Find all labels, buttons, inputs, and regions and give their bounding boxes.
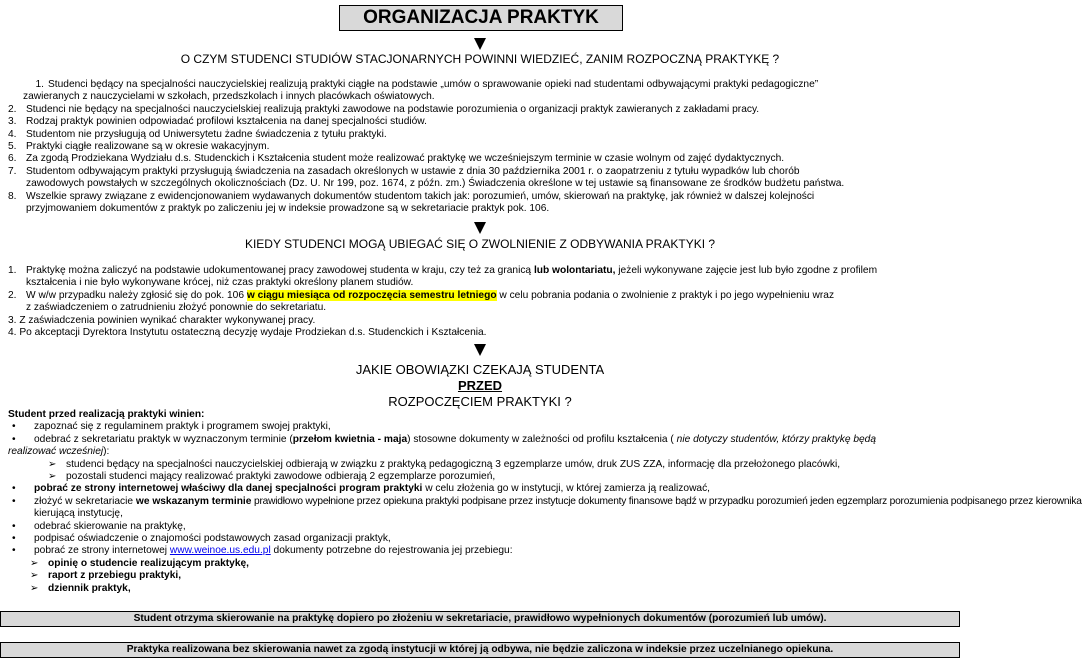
section-heading-exemption: KIEDY STUDENCI MOGĄ UBIEGAĆ SIĘ O ZWOLNIENIE Z ODBYWANIA PRAKTYKI ? [244,237,716,251]
list-item: • odebrać z sekretariatu praktyk w wyznaczonym terminie (przełom kwietnia - maja) stosowne dokumenty w zależności od profilu kształcenia ( nie dotyczy studentów, którzy praktykę będą [8,434,952,446]
list-item: 5. Praktyki ciągłe realizowane są w okresie wakacyjnym. [8,141,270,153]
arrow-right-icon: ➢ [30,570,39,582]
list-item: 4. Po akceptacji Dyrektora Instytutu ostateczną decyzję wydaje Prodziekan d.s. Studenckich i Kształcenia. [8,327,487,339]
bullet-icon: • [12,483,16,495]
list-item-cont: kierującą instytucję, [34,508,123,520]
list-item-cont: realizować wcześniej): [8,446,110,458]
sub-list-item: ➢ pozostali studenci mający realizować praktyki zawodowe odbierają 2 egzemplarze porozumień, [48,471,496,483]
list-item: 1. Praktykę można zaliczyć na podstawie udokumentowanej pracy zawodowej studenta w kraju, czy też za granicą lub wolontariatu, jeżeli wykonywane zajęcie jest lub było zgodne z profilem [8,265,878,276]
arrow-down-icon [474,38,486,50]
list-item: 7. Studentom odbywającym praktyki przysługują świadczenia na zasadach określonych w ustawie z dnia 30 października 2001 r. o zaopatrzeniu z tytułu wypadków lub chorób [8,165,800,177]
list-item-cont: zawieranych z nauczycielami w szkołach, przedszkolach i innych placówkach oświatowych. [23,91,435,103]
bullet-icon: • [12,520,16,532]
list-item: 2. Studenci nie będący na specjalności nauczycielskiej realizują praktyki zawodowe na podstawie porozumienia o organizacji praktyk zawieranych z zakładami pracy. [8,103,760,115]
list-item: 3. Z zaświadczenia powinien wynikać charakter wykonywanej pracy. [8,314,316,326]
list-item: • zapoznać się z regulaminem praktyk i programem swojej praktyki, [8,421,952,433]
list-item: 6. Za zgodą Prodziekana Wydziału d.s. Studenckich i Kształcenia student może realizować praktykę we wcześniejszym terminie w czasie wolnym od zajęć dydaktycznych. [8,153,785,165]
sub-list-item: ➢ studenci będący na specjalności nauczycielskiej odbierają w związku z praktyką pedagogiczną 3 egzemplarze umów, druk ZUS ZZA, informację dla przełożonego placówki, [48,458,841,470]
list-item-cont: zawodowych powstałych w szczególnych okolicznościach (Dz. U. Nr 199, poz. 1674, z późn. zm.) Świadczenia określone w tej ustawie są finansowane ze środków budżetu państwa. [26,178,845,190]
list-item: 8. Wszelkie sprawy związane z ewidencjonowaniem wydawanych dokumentów studentom takich jak: porozumień, umów, skierowań na praktykę, jak również w dalszej kolejności [8,190,815,202]
list-item: 4. Studentom nie przysługują od Uniwersytetu żadne świadczenia z tytułu praktyki. [8,128,387,140]
section-what-to-know [8,79,952,215]
list-item: • pobrać ze strony internetowej www.weinoe.us.edu.pl dokumenty potrzebne do rejestrowania jej przebiegu: [8,545,952,557]
highlighted-deadline: w ciągu miesiąca od rozpoczęcia semestru letniego [246,289,497,301]
list-item: 2. W w/w przypadku należy zgłosić się do pok. 106 w ciągu miesiąca od rozpoczęcia semestru letniego w celu pobrania podania o zwolnienie z praktyk i po jego wypełnieniu wraz [8,289,835,301]
bullet-icon: • [12,421,16,433]
list-item: • podpisać oświadczenie o znajomości podstawowych zasad organizacji praktyk, [8,533,952,545]
list-item-cont: przyjmowaniem dokumentów z praktyk po zaliczeniu jej w indeksie prowadzone są w sekretariacie praktyk pok. 106. [26,203,550,215]
list-item-cont: kształcenia i nie było wykonywane krócej, niż czas praktyki określony planem studiów. [26,277,414,289]
bullet-icon: • [12,545,16,557]
arrow-right-icon: ➢ [30,557,39,569]
bullet-icon: • [12,433,16,445]
arrow-right-icon: ➢ [48,458,57,470]
page-title: ORGANIZACJA PRAKTYK [339,5,623,31]
arrow-right-icon: ➢ [48,471,57,483]
sub-list-item: ➢ opinię o studencie realizującym praktykę, [30,557,249,569]
section-exemption [8,265,952,339]
bullet-icon: • [12,533,16,545]
duties-lead: Student przed realizacją praktyki winien: [8,409,205,420]
list-item: • złożyć w sekretariacie we wskazanym terminie prawidłowo wypełnione przez opiekuna praktyki podpisane przez instytucje dokumenty finansowe bądź w przypadku porozumień jeden egzemplarz porozumienia podpisanego przez kierownika [8,496,952,508]
section-heading-what-to-know: O CZYM STUDENCI STUDIÓW STACJONARNYCH POWINNI WIEDZIEĆ, ZANIM ROZPOCZNĄ PRAKTYKĘ ? [180,52,780,66]
arrow-down-icon [474,344,486,356]
list-item: 3. Rodzaj praktyk powinien odpowiadać profilowi kształcenia na danej specjalności studiów. [8,116,427,128]
arrow-down-icon [474,222,486,234]
sub-list-item: ➢ raport z przebiegu praktyki, [30,570,182,582]
list-item-cont: z zaświadczeniem o zatrudnieniu złożyć ponownie do sekretariatu. [26,302,327,314]
website-link[interactable]: www.weinoe.us.edu.pl [169,545,271,557]
list-item: • pobrać ze strony internetowej właściwy dla danej specjalności program praktyki w celu złożenia go w instytucji, w której zamierza ją realizować, [8,483,952,495]
section-heading-duties-before: PRZED [457,378,503,393]
footer-note-no-referral: Praktyka realizowana bez skierowania nawet za zgodą instytucji w której ją odbywa, nie będzie zaliczona w indeksie przez uczelnianego opiekuna. [0,642,960,658]
sub-list-item: ➢ dziennik praktyk, [30,582,131,594]
bullet-icon: • [12,495,16,507]
section-heading-duties-start: ROZPOCZĘCIEM PRAKTYKI ? [388,394,572,409]
list-item: 1. Studenci będący na specjalności nauczycielskiej realizują praktyki ciągłe na podstawie „umów o sprawowanie opieki nad studentami odbywającymi praktyki pedagogiczne” [35,79,819,90]
arrow-right-icon: ➢ [30,582,39,594]
section-heading-duties: JAKIE OBOWIĄZKI CZEKAJĄ STUDENTA [355,362,605,377]
section-duties [8,409,1082,595]
footer-note-referral: Student otrzyma skierowanie na praktykę dopiero po złożeniu w sekretariacie, prawidłowo wypełnionych dokumentów (porozumień lub umów). [0,611,960,627]
list-item: • odebrać skierowanie na praktykę, [8,521,952,533]
